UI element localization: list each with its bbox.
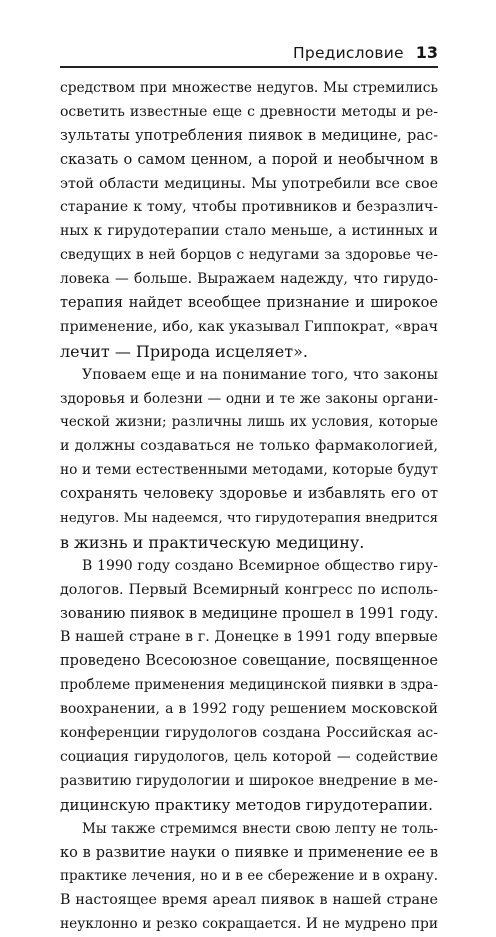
text-line: В 1990 году создано Всемирное общество гиру- <box>82 557 438 574</box>
text-line: проведено Всесоюзное совещание, посвященное <box>60 653 438 670</box>
text-line: применение, ибо, как указывал Гиппократ, «врач <box>60 318 438 335</box>
text-line: сведущих в ней борцов с недугами за здоровье че- <box>60 247 438 264</box>
header-rule <box>60 66 438 68</box>
text-line: дологов. Первый Всемирный конгресс по исполь- <box>60 581 438 598</box>
text-line: развитию гирудологии и широкое внедрение в ме- <box>60 772 438 789</box>
text-line: ловека — больше. Выражаем надежду, что гирудо- <box>60 271 438 288</box>
text-line: неуклонно и резко сокращается. И не мудрено при <box>60 916 438 933</box>
text-line: сохранять человеку здоровье и избавлять его от <box>60 486 438 503</box>
text-line: сказать о самом ценном, а порой и необычном в <box>60 151 438 168</box>
text-line: конференции гирудологов создана Российская ас- <box>60 725 438 742</box>
text-line: ческой жизни; различны лишь их условия, которые <box>60 414 438 431</box>
body-text <box>60 77 438 937</box>
text-line: лечит — Природа исцеляет». <box>60 341 308 361</box>
text-line: этой области медицины. Мы употребили все свое <box>60 175 438 192</box>
page-number: 13 <box>415 43 438 62</box>
text-line: Уповаем еще и на понимание того, что законы <box>82 366 438 383</box>
text-line: Мы также стремимся внести свою лепту не толь- <box>82 820 438 837</box>
text-line: средством при множестве недугов. Мы стремились <box>60 80 438 96</box>
text-line: осветить известные еще с древности методы и ре- <box>60 103 438 120</box>
page-header <box>60 37 438 65</box>
text-line: ко в развитие науки о пиявке и применение ее в <box>60 844 438 861</box>
text-line: здоровья и болезни — одни и те же законы органи- <box>60 390 438 407</box>
text-line: дицинскую практику методов гирудотерапии. <box>60 795 433 814</box>
running-title: Предисловие <box>293 44 404 62</box>
text-line: социация гирудологов, цель которой — содействие <box>60 748 438 765</box>
text-line: В нашей стране в г. Донецке в 1991 году впервые <box>60 629 438 646</box>
text-line: старание к тому, чтобы противников и безразлич- <box>60 199 438 216</box>
text-line: зованию пиявок в медицине прошел в 1991 году. <box>60 605 438 622</box>
text-line: проблеме применения медицинской пиявки в здра- <box>60 677 438 694</box>
text-line: недугов. Мы надеемся, что гирудотерапия внедрится <box>60 511 438 527</box>
text-line: в жизнь и практическую медицину. <box>60 532 365 552</box>
text-line: воохранении, а в 1992 году решением московской <box>60 701 438 718</box>
text-line: и должны создаваться не только фармакологией, <box>60 438 438 455</box>
text-line: но и теми естественными методами, которые будут <box>60 462 438 479</box>
text-line: терапия найдет всеобщее признание и широкое <box>60 295 438 312</box>
text-line: ных к гирудотерапии стало меньше, а истинных и <box>60 223 438 240</box>
text-line: В настоящее время ареал пиявок в нашей стране <box>60 892 438 909</box>
text-line: практике лечения, но и в ее сбережение и в охрану. <box>60 868 438 885</box>
text-line: зультаты употребления пиявок в медицине, рас- <box>60 127 438 144</box>
